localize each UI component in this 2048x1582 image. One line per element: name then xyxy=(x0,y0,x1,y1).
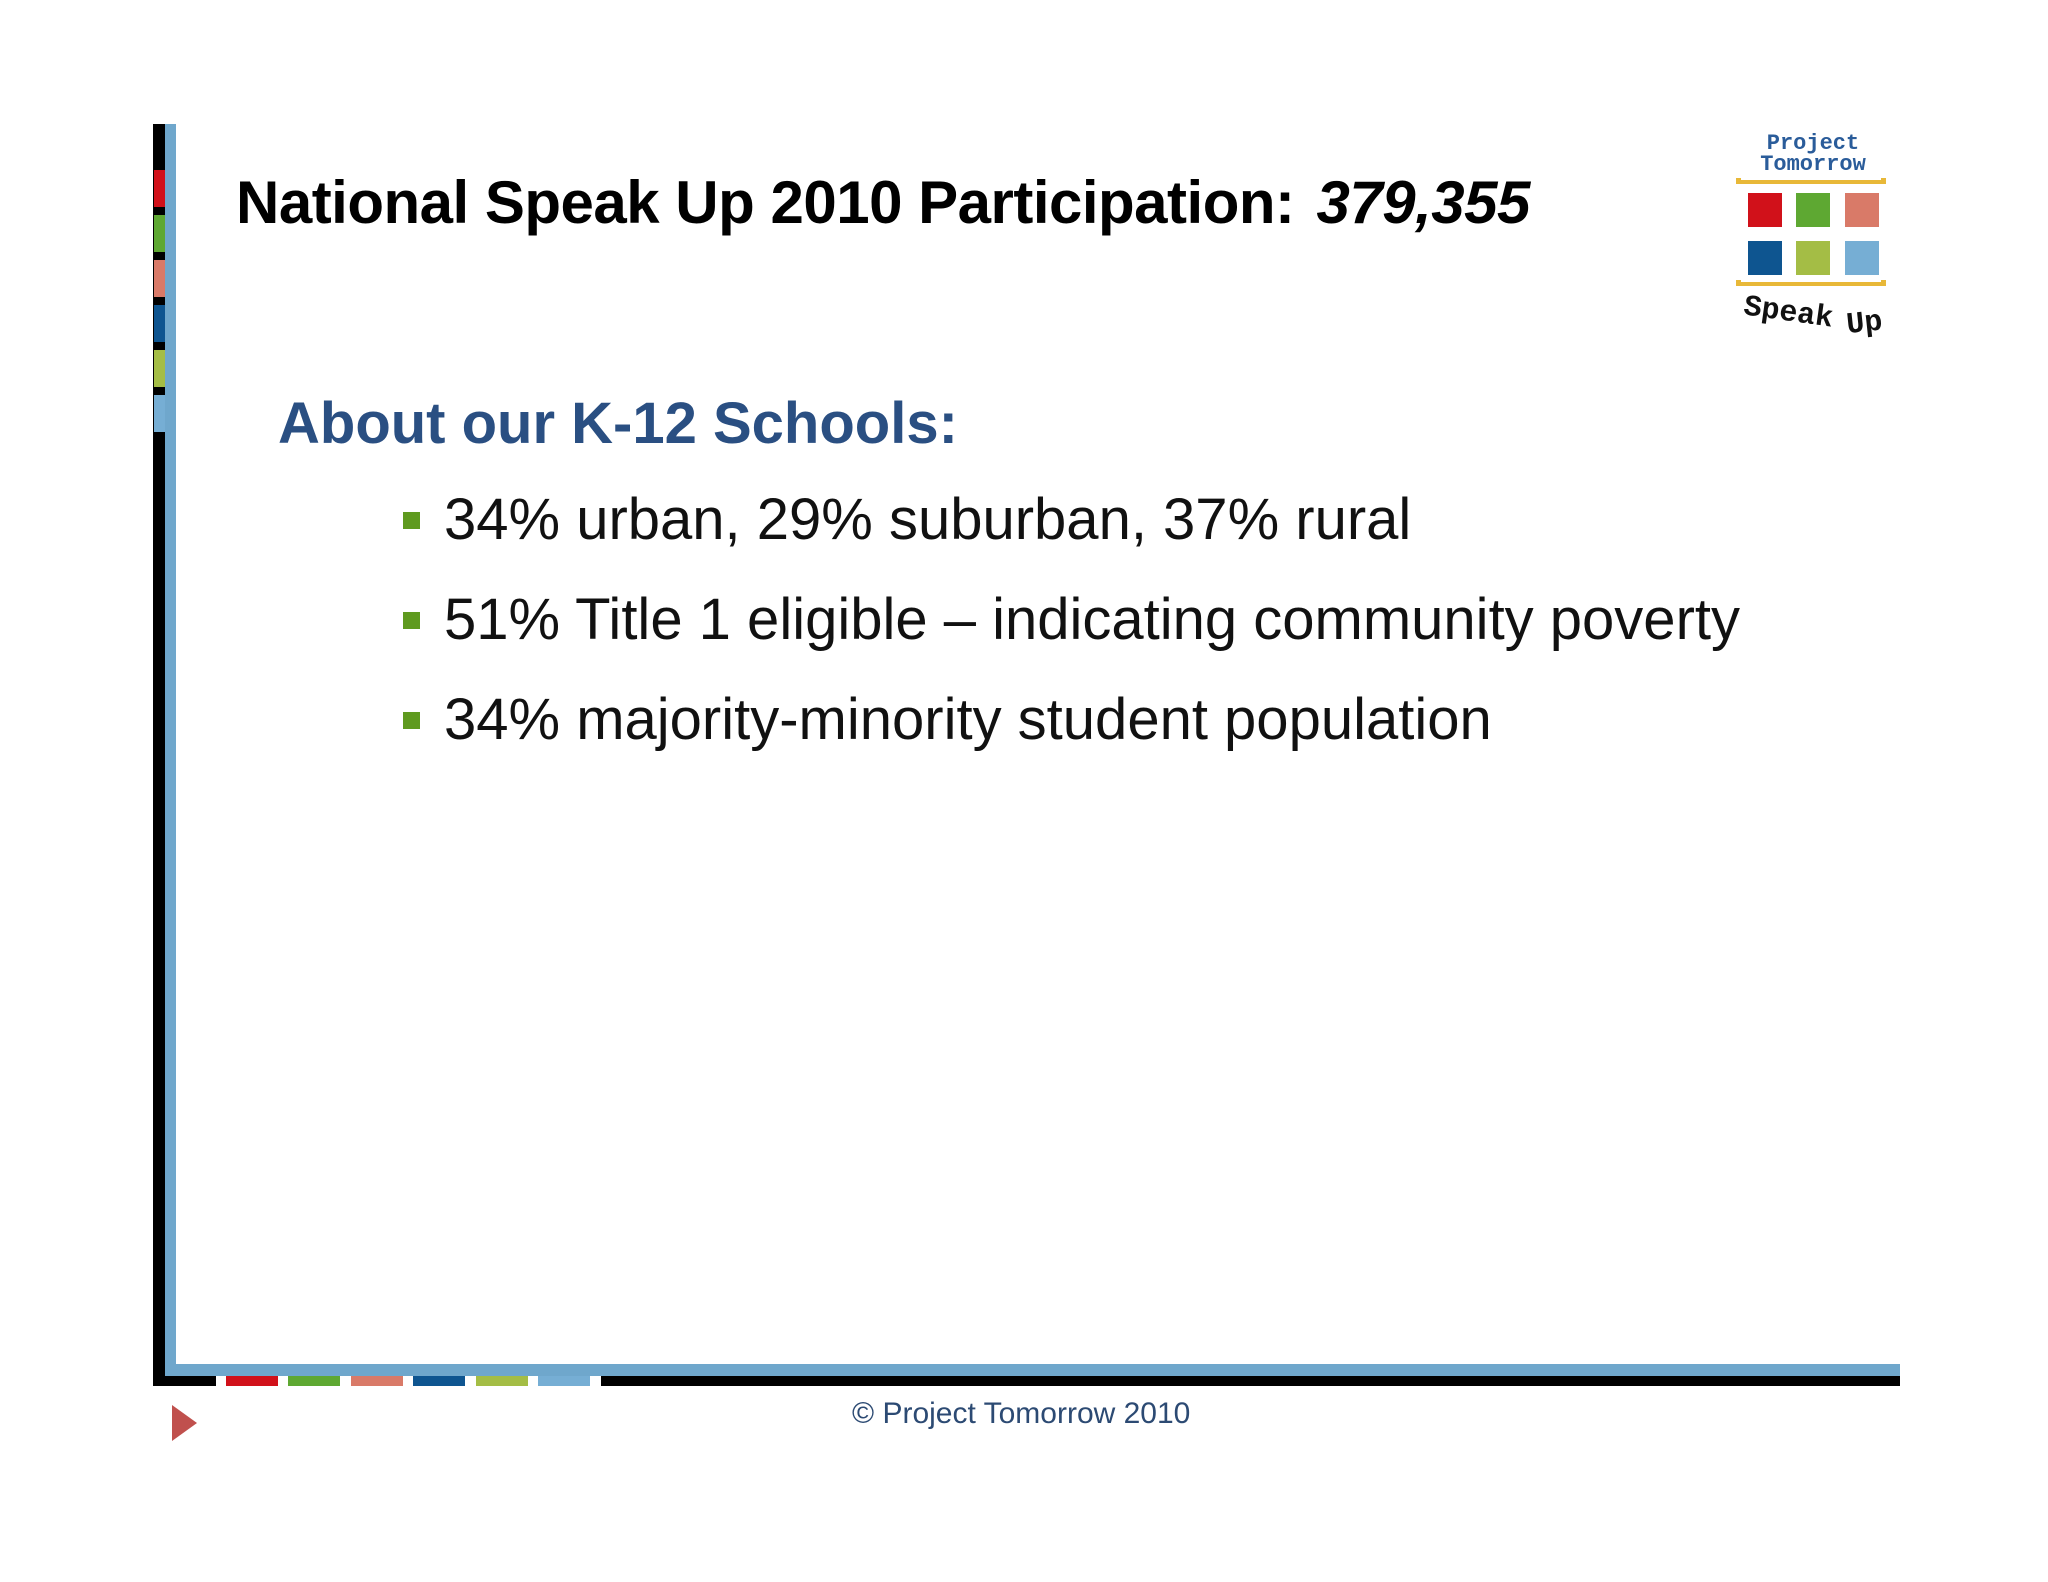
slide-title xyxy=(236,168,1530,237)
frame-bottom-black-line xyxy=(601,1376,1900,1386)
list-item xyxy=(400,582,1740,682)
logo-square xyxy=(1845,193,1879,227)
logo-dot xyxy=(1736,280,1741,285)
logo-square xyxy=(1845,241,1879,275)
list-item xyxy=(400,482,1740,582)
participation-count: 379,355 xyxy=(1316,169,1530,236)
list-item-text: 51% Title 1 eligible – indicating community poverty xyxy=(444,587,1740,652)
section-heading: About our K-12 Schools: xyxy=(278,391,958,456)
list-item-text: 34% urban, 29% suburban, 37% rural xyxy=(444,487,1412,552)
logo-dot xyxy=(1736,178,1741,183)
square-bullet-icon xyxy=(403,512,420,529)
project-tomorrow-logo xyxy=(1728,128,1898,358)
logo-square xyxy=(1748,193,1782,227)
color-swatch xyxy=(351,1376,403,1386)
logo-text-line2: Tomorrow xyxy=(1760,152,1866,177)
color-swatch xyxy=(413,1376,465,1386)
list-item-text: 34% majority-minority student population xyxy=(444,687,1492,752)
logo-grid xyxy=(1736,180,1886,286)
logo-gold-bar xyxy=(1736,180,1886,184)
frame-left-blue-line xyxy=(165,124,176,1374)
square-bullet-icon xyxy=(403,712,420,729)
logo-square xyxy=(1748,241,1782,275)
square-bullet-icon xyxy=(403,612,420,629)
logo-speak-text: Speak xyxy=(1741,290,1836,337)
logo-up-text: Up xyxy=(1844,305,1885,344)
color-swatch xyxy=(538,1376,590,1386)
frame-bottom-blue-line xyxy=(165,1364,1900,1376)
footer-copyright: © Project Tomorrow 2010 xyxy=(852,1397,1191,1430)
color-swatch xyxy=(154,260,165,297)
color-swatch xyxy=(154,350,165,387)
color-swatch xyxy=(154,170,165,207)
slide-title-label: National Speak Up 2010 Participation: xyxy=(236,169,1295,236)
logo-text-line1: Project xyxy=(1766,131,1860,156)
logo-speak-up xyxy=(1726,288,1899,345)
logo-square xyxy=(1796,193,1830,227)
color-swatch xyxy=(154,215,165,252)
logo-gold-bar xyxy=(1736,282,1886,286)
color-swatch xyxy=(226,1376,278,1386)
frame-bottom-black-line xyxy=(153,1376,216,1386)
color-swatch xyxy=(154,395,165,432)
logo-square xyxy=(1796,241,1830,275)
bullet-list xyxy=(400,482,1740,782)
triangle-right-icon xyxy=(172,1405,197,1441)
list-item xyxy=(400,682,1740,782)
color-swatch xyxy=(154,305,165,342)
logo-dot xyxy=(1881,280,1886,285)
color-swatch xyxy=(288,1376,340,1386)
color-swatch xyxy=(476,1376,528,1386)
logo-dot xyxy=(1881,178,1886,183)
